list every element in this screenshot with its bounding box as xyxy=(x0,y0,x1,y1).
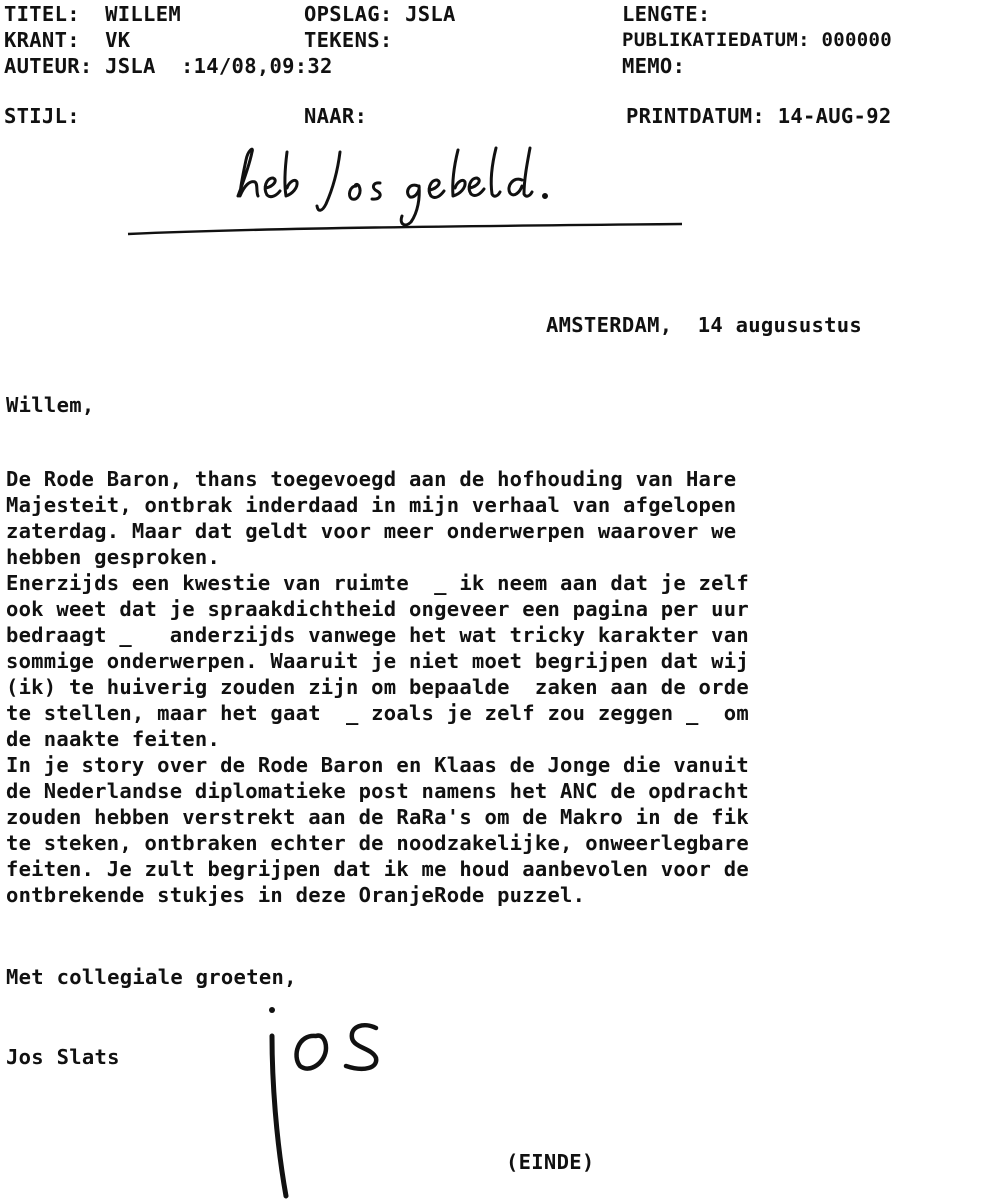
body-line: zouden hebben verstrekt aan de RaRa's om de Makro in de fik xyxy=(6,805,749,829)
header-titel: TITEL: WILLEM xyxy=(4,2,181,26)
body-line: ook weet dat je spraakdichtheid ongeveer een pagina per uur xyxy=(6,597,749,621)
body-line: (ik) te huiverig zouden zijn om bepaalde zaken aan de orde xyxy=(6,675,749,699)
body-line: te stellen, maar het gaat _ zoals je zelf zou zeggen _ om xyxy=(6,701,749,725)
header-memo: MEMO: xyxy=(622,54,686,78)
body-line: de Nederlandse diplomatieke post namens het ANC de opdracht xyxy=(6,779,749,803)
place-date: AMSTERDAM, 14 augusustus xyxy=(546,313,863,337)
end-marker: (EINDE) xyxy=(506,1150,595,1174)
header-lengte: LENGTE: xyxy=(622,2,711,26)
body-line: sommige onderwerpen. Waaruit je niet moet begrijpen dat wij xyxy=(6,649,749,673)
header-stijl: STIJL: xyxy=(4,104,80,128)
header-publikatiedatum: PUBLIKATIEDATUM: 000000 xyxy=(622,29,892,51)
closing: Met collegiale groeten, xyxy=(6,965,297,989)
signature-name: Jos Slats xyxy=(6,1045,120,1069)
body-line: zaterdag. Maar dat geldt voor meer onderwerpen waarover we xyxy=(6,519,737,543)
body-line: hebben gesproken. xyxy=(6,545,221,569)
body-line: De Rode Baron, thans toegevoegd aan de hofhouding van Hare xyxy=(6,467,737,491)
salutation: Willem, xyxy=(6,393,95,417)
header-krant: KRANT: VK xyxy=(4,28,131,52)
header-auteur: AUTEUR: JSLA :14/08,09:32 xyxy=(4,54,333,78)
header-naar: NAAR: xyxy=(304,104,368,128)
body-line: feiten. Je zult begrijpen dat ik me houd aanbevolen voor de xyxy=(6,857,749,881)
body-line: Enerzijds een kwestie van ruimte _ ik neem aan dat je zelf xyxy=(6,571,749,595)
body-line: de naakte feiten. xyxy=(6,727,221,751)
header-tekens: TEKENS: xyxy=(304,28,393,52)
body-line: ontbrekende stukjes in deze OranjeRode puzzel. xyxy=(6,883,586,907)
header-opslag: OPSLAG: JSLA xyxy=(304,2,456,26)
body-line: Majesteit, ontbrak inderdaad in mijn verhaal van afgelopen xyxy=(6,493,737,517)
body-line: In je story over de Rode Baron en Klaas de Jonge die vanuit xyxy=(6,753,749,777)
handwritten-note xyxy=(0,0,991,260)
body-line: bedraagt _ anderzijds vanwege het wat tricky karakter van xyxy=(6,623,749,647)
header-printdatum: PRINTDATUM: 14-AUG-92 xyxy=(626,104,892,128)
body-line: te steken, ontbraken echter de noodzakelijke, onweerlegbare xyxy=(6,831,749,855)
